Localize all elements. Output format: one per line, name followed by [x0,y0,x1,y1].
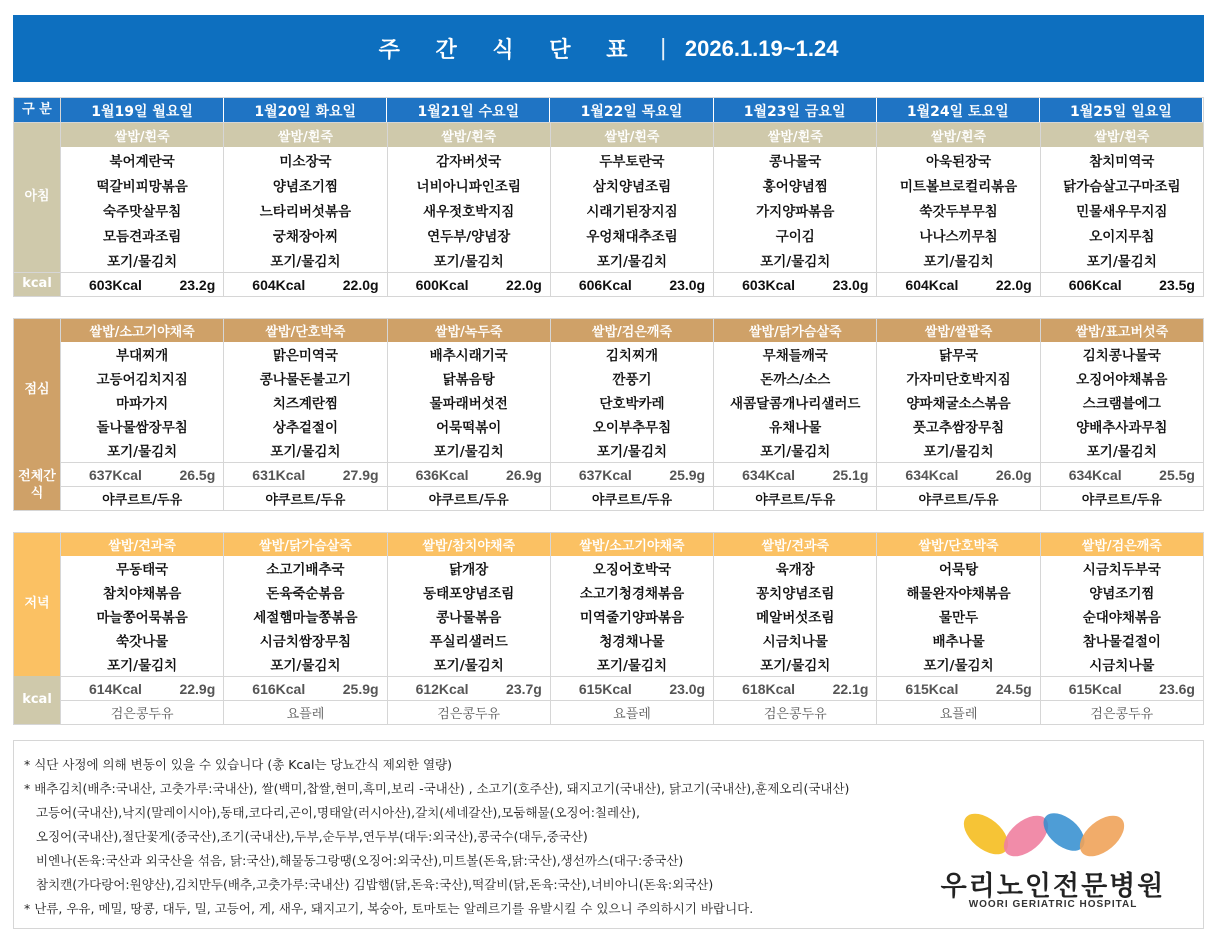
kcal-value: 634Kcal [742,466,796,483]
kcal-cell [224,273,387,296]
dish-cell: 해물완자야채볶음 [877,580,1040,604]
dish-cell: 우엉채대추조림 [551,222,714,247]
dish-cell: 포기/물김치 [877,652,1040,676]
dish-cell: 나나스끼무침 [877,222,1040,247]
dish-cell: 포기/물김치 [224,438,387,462]
menu-cell: 1월25일 일요일 [1040,98,1203,123]
breakfast-section [13,122,1204,297]
protein-value: 23.0g [832,276,869,293]
menu-cell: 쌀밥/흰죽 [1041,123,1203,147]
kcal-cell [551,677,714,700]
lunch-snack-row [61,487,1203,510]
dish-cell: 마파가지 [61,390,224,414]
dinner-section [13,532,1204,725]
protein-value: 25.1g [832,466,869,483]
dish-cell: 포기/물김치 [61,438,224,462]
menu-cell: 쌀밥/견과죽 [714,533,877,556]
protein-value: 23.5g [1159,276,1195,293]
menu-cell: 야쿠르트/두유 [714,487,877,510]
dish-cell: 유채나물 [714,414,877,438]
dish-cell: 닭가슴살고구마조림 [1063,178,1181,195]
menu-cell: 검은콩두유 [1090,707,1154,722]
dish-cell: 콩나물돈불고기 [224,366,387,390]
dish-cell: 양파채굴소스볶음 [877,390,1040,414]
kcal-cell [388,273,551,296]
dish-cell: 소고기청경채볶음 [551,580,714,604]
dish-cell: 포기/물김치 [1086,253,1157,270]
dish-row [61,414,1203,438]
breakfast-rice-row [61,123,1203,147]
dish-cell: 궁채장아찌 [224,222,387,247]
kcal-value: 615Kcal [905,680,959,697]
dinner-label: 저녁 [14,533,61,676]
dish-cell: 연두부/양념장 [388,222,551,247]
note-line: 비엔나(돈육:국산과 외국산을 섞음, 닭:국산),해물동그랑땡(오징어:외국산),미트볼(돈육,닭:국산),생선까스(대구:중국산) [36,853,684,868]
kcal-value: 603Kcal [742,276,796,293]
dish-cell: 맑은미역국 [224,342,387,366]
kcal-cell [388,677,551,700]
dinner-dishes [61,556,1203,676]
kcal-cell [224,677,387,700]
dish-cell: 홍어양념찜 [714,172,877,197]
note-line: 참치캔(가다랑어:원양산),김치만두(배추,고춧가루:국내산) 김밥햄(닭,돈육:국산),떡갈비(닭,돈육:국산),너비아니(돈육:외국산) [36,877,714,892]
dish-cell: 모듬견과조림 [61,222,224,247]
kcal-value: 604Kcal [252,276,306,293]
dish-row [61,628,1203,652]
protein-value: 26.9g [506,466,542,483]
dish-cell: 가지양파볶음 [714,197,877,222]
dish-cell: 물만두 [877,604,1040,628]
dish-row [61,438,1203,462]
kcal-value: 615Kcal [578,680,632,697]
dish-cell: 시래기된장지짐 [551,197,714,222]
dinner-snack-row [61,701,1203,724]
dish-cell: 포기/물김치 [551,247,714,272]
dish-cell: 무채들깨국 [714,342,877,366]
dish-cell: 포기/물김치 [551,652,714,676]
dish-cell: 돈육죽순볶음 [224,580,387,604]
dinner-kcal-label: kcal [14,676,61,724]
dinner-kcal-row [61,677,1203,700]
dish-cell: 돈까스/소스 [714,366,877,390]
note-line: * 배추김치(배추:국내산, 고춧가루:국내산), 쌀(백미,찹쌀,현미,흑미,보리 -국내산) , 소고기(호주산), 돼지고기(국내산), 닭고기(국내산),훈제오리(국내산) [24,781,850,796]
menu-cell: 쌀밥/흰죽 [714,123,877,147]
kcal-cell [877,677,1040,700]
kcal-cell [551,273,714,296]
dish-cell: 감자버섯국 [388,147,551,172]
kcal-cell [714,677,877,700]
dish-cell: 김치찌개 [551,342,714,366]
kcal-cell [388,463,551,486]
dish-cell: 오징어야채볶음 [1076,372,1168,388]
dish-cell: 참치야채볶음 [61,580,224,604]
dish-cell: 단호박카레 [551,390,714,414]
protein-value: 23.0g [669,276,706,293]
dish-cell: 세절햄마늘쫑볶음 [224,604,387,628]
kcal-cell [61,463,224,486]
dish-cell: 포기/물김치 [714,652,877,676]
dish-row [61,342,1203,366]
kcal-value: 618Kcal [742,680,796,697]
dish-cell: 오이부추무침 [551,414,714,438]
kcal-cell [1041,677,1203,700]
menu-cell: 검은콩두유 [388,701,551,724]
dish-cell: 꽁치양념조림 [714,580,877,604]
dish-cell: 동태포양념조림 [388,580,551,604]
dish-row [61,652,1203,676]
dish-cell: 참나물겉절이 [1082,634,1161,650]
kcal-cell [61,677,224,700]
menu-cell: 검은콩두유 [61,701,224,724]
note-line: 고등어(국내산),낙지(말레이시아),동태,코다리,곤이,명태알(러시아산),갈치(세네갈산),모둠해물(오징어:칠레산), [36,805,640,820]
dish-cell: 새우젓호박지짐 [388,197,551,222]
note-line: 오징어(국내산),절단꽃게(중국산),조기(국내산),두부,순두부,연두부(대두:외국산),콩국수(대두,중국산) [36,829,588,844]
protein-value: 23.2g [179,276,216,293]
dish-cell: 닭개장 [388,556,551,580]
menu-cell: 1월19일 월요일 [61,98,224,123]
dish-cell: 포기/물김치 [61,247,224,272]
lunch-label: 점심 [14,319,61,462]
menu-cell: 검은콩두유 [714,701,877,724]
kcal-cell [714,463,877,486]
dish-cell: 깐풍기 [551,366,714,390]
menu-cell: 야쿠르트/두유 [551,487,714,510]
dish-cell: 오징어호박국 [551,556,714,580]
protein-value: 25.9g [669,466,706,483]
kcal-value: 636Kcal [415,466,469,483]
dish-cell: 포기/물김치 [224,652,387,676]
menu-cell: 1월21일 수요일 [387,98,550,123]
menu-cell: 야쿠르트/두유 [61,487,224,510]
dish-cell: 새콤달콤개나리샐러드 [714,390,877,414]
menu-cell: 쌀밥/흰죽 [877,123,1040,147]
dish-cell: 포기/물김치 [388,438,551,462]
dish-cell: 참치미역국 [1089,153,1155,170]
dish-cell: 미소장국 [224,147,387,172]
kcal-value: 637Kcal [89,466,142,483]
menu-cell: 1월23일 금요일 [714,98,877,123]
menu-cell: 쌀밥/쌀팥죽 [877,319,1040,342]
dish-cell: 가자미단호박지짐 [877,366,1040,390]
dish-cell: 포기/물김치 [224,247,387,272]
kcal-value: 603Kcal [89,276,142,293]
dish-cell: 양념조기찜 [224,172,387,197]
menu-cell: 야쿠르트/두유 [877,487,1040,510]
kcal-cell [61,273,224,296]
dish-cell: 포기/물김치 [714,438,877,462]
dish-cell: 아욱된장국 [877,147,1040,172]
breakfast-dishes [61,147,1203,272]
dish-row [61,172,1203,197]
menu-cell: 1월24일 토요일 [877,98,1040,123]
lunch-rice-row [61,319,1203,342]
menu-cell: 1월20일 화요일 [224,98,387,123]
dish-cell: 콩나물국 [714,147,877,172]
protein-value: 23.7g [506,680,542,697]
menu-cell: 쌀밥/닭가슴살죽 [714,319,877,342]
dish-cell: 포기/물김치 [551,438,714,462]
hospital-logo [916,806,1190,912]
menu-cell: 쌀밥/단호박죽 [877,533,1040,556]
dish-cell: 포기/물김치 [61,652,224,676]
kcal-cell [877,463,1040,486]
dish-cell: 시금치쌈장무침 [224,628,387,652]
dish-cell: 시금치나물 [1089,658,1155,674]
protein-value: 22.0g [506,276,542,293]
kcal-value: 631Kcal [252,466,306,483]
kcal-cell [224,463,387,486]
dish-row [61,147,1203,172]
menu-cell: 쌀밥/소고기야채죽 [61,319,224,342]
hospital-english-name: WOORI GERIATRIC HOSPITAL [968,899,1138,910]
menu-cell: 야쿠르트/두유 [224,487,387,510]
dish-cell: 풋고추쌈장무침 [877,414,1040,438]
dish-cell: 떡갈비피망볶음 [61,172,224,197]
menu-cell: 쌀밥/표고버섯죽 [1041,319,1203,342]
dish-cell: 포기/물김치 [714,247,877,272]
kcal-value: 637Kcal [578,466,632,483]
dish-cell: 어묵떡볶이 [388,414,551,438]
dinner-rice-row [61,533,1203,556]
hospital-logo-icon [916,806,1190,866]
menu-cell: 쌀밥/단호박죽 [224,319,387,342]
dish-cell: 청경채나물 [551,628,714,652]
dish-cell: 고등어김치지짐 [61,366,224,390]
dish-row [61,580,1203,604]
dish-cell: 민물새우무지짐 [1076,203,1168,220]
menu-cell: 쌀밥/녹두죽 [388,319,551,342]
dish-cell: 푸실리샐러드 [388,628,551,652]
dish-cell: 너비아니파인조림 [388,172,551,197]
title-separator: | [659,36,667,61]
lunch-dishes [61,342,1203,462]
kcal-value: 634Kcal [905,466,959,483]
dish-cell: 닭무국 [877,342,1040,366]
dish-row [61,247,1203,272]
menu-cell: 쌀밥/닭가슴살죽 [224,533,387,556]
menu-cell: 쌀밥/검은깨죽 [551,319,714,342]
day-header [13,97,1204,124]
kcal-cell [1041,273,1203,296]
kcal-cell [714,273,877,296]
dish-cell: 김치콩나물국 [1082,348,1161,364]
dish-cell: 포기/물김치 [877,247,1040,272]
breakfast-kcal-label: kcal [14,273,61,296]
dish-cell: 무동태국 [61,556,224,580]
dish-row [61,366,1203,390]
menu-cell: 요플레 [551,701,714,724]
menu-cell: 야쿠르트/두유 [1081,493,1162,508]
breakfast-label: 아침 [14,123,61,272]
menu-cell: 쌀밥/흰죽 [224,123,387,147]
kcal-value: 606Kcal [1068,276,1122,293]
kcal-value: 634Kcal [1068,466,1122,483]
kcal-value: 604Kcal [905,276,959,293]
menu-cell: 요플레 [224,701,387,724]
dish-cell: 미트볼브로컬리볶음 [877,172,1040,197]
dish-cell: 닭볶음탕 [388,366,551,390]
dish-cell: 돌나물쌈장무침 [61,414,224,438]
protein-value: 25.5g [1159,466,1195,483]
dish-cell: 메알버섯조림 [714,604,877,628]
menu-cell: 쌀밥/견과죽 [61,533,224,556]
dish-cell: 두부토란국 [551,147,714,172]
kcal-value: 616Kcal [252,680,306,697]
menu-cell: 쌀밥/흰죽 [388,123,551,147]
hospital-name: 우리노인전문병원 [940,871,1166,902]
dish-cell: 소고기배추국 [224,556,387,580]
protein-value: 23.0g [669,680,706,697]
menu-cell: 야쿠르트/두유 [388,487,551,510]
dish-cell: 양배추사과무침 [1076,420,1168,436]
dish-cell: 삼치양념조림 [551,172,714,197]
kcal-value: 614Kcal [89,680,142,697]
menu-cell: 쌀밥/흰죽 [61,123,224,147]
lunch-section [13,318,1204,511]
dish-cell: 쑥갓두부무침 [877,197,1040,222]
protein-value: 22.1g [832,680,869,697]
header-label: 구 분 [14,98,61,123]
menu-cell: 쌀밥/흰죽 [551,123,714,147]
dish-cell: 양념조기찜 [1089,586,1155,602]
dish-cell: 상추겉절이 [224,414,387,438]
kcal-cell [551,463,714,486]
dish-cell: 배추나물 [877,628,1040,652]
dish-cell: 육개장 [714,556,877,580]
dish-cell: 순대야채볶음 [1082,610,1161,626]
dish-cell: 스크램블에그 [1082,396,1161,412]
protein-value: 22.0g [342,276,379,293]
dish-row [61,390,1203,414]
dish-cell: 시금치나물 [714,628,877,652]
protein-value: 24.5g [995,680,1032,697]
dish-cell: 오이지무침 [1089,228,1155,245]
dish-cell: 포기/물김치 [388,247,551,272]
kcal-value: 615Kcal [1068,680,1122,697]
dish-cell: 콩나물볶음 [388,604,551,628]
dish-cell: 물파래버섯전 [388,390,551,414]
dish-cell: 숙주맛살무침 [61,197,224,222]
page-period: 2026.1.19~1.24 [684,35,839,61]
lunch-kcal-row [61,463,1203,486]
protein-value: 25.9g [342,680,379,697]
dish-cell: 느타리버섯볶음 [224,197,387,222]
dish-cell: 북어계란국 [61,147,224,172]
kcal-value: 606Kcal [578,276,632,293]
protein-value: 27.9g [342,466,379,483]
menu-cell: 요플레 [877,701,1040,724]
kcal-cell [877,273,1040,296]
dish-row [61,222,1203,247]
dish-row [61,556,1203,580]
dish-cell: 포기/물김치 [1086,444,1157,460]
title-banner [13,15,1204,82]
protein-value: 23.6g [1159,680,1195,697]
note-line: * 식단 사정에 의해 변동이 있을 수 있습니다 (총 Kcal는 당뇨간식 제외한 열량) [24,757,452,772]
dish-cell: 부대찌개 [61,342,224,366]
dish-cell: 구이김 [714,222,877,247]
kcal-cell [1041,463,1203,486]
dish-cell: 쑥갓나물 [61,628,224,652]
dish-cell: 어묵탕 [877,556,1040,580]
dish-cell: 배추시래기국 [388,342,551,366]
menu-cell: 쌀밥/소고기야채죽 [551,533,714,556]
day-header-cells [61,98,1203,123]
dish-cell: 시금치두부국 [1082,562,1161,578]
menu-cell: 쌀밥/참치야채죽 [388,533,551,556]
dish-cell: 마늘쫑어묵볶음 [61,604,224,628]
kcal-value: 612Kcal [415,680,469,697]
page-title: 주 간 식 단 표 [378,38,642,63]
protein-value: 26.5g [179,466,216,483]
kcal-value: 600Kcal [415,276,469,293]
dish-row [61,604,1203,628]
dish-row [61,197,1203,222]
breakfast-kcal-row [61,273,1203,296]
dish-cell: 포기/물김치 [388,652,551,676]
protein-value: 22.9g [179,680,216,697]
protein-value: 26.0g [995,466,1032,483]
snack-label: 전체간식 [14,462,61,510]
menu-cell: 쌀밥/검은깨죽 [1041,533,1203,556]
protein-value: 22.0g [995,276,1032,293]
note-line: * 난류, 우유, 메밀, 땅콩, 대두, 밀, 고등어, 게, 새우, 돼지고기, 복숭아, 토마토는 알레르기를 유발시킬 수 있으니 주의하시기 바랍니다. [24,901,754,916]
menu-cell: 1월22일 목요일 [550,98,713,123]
dish-cell: 치즈계란찜 [224,390,387,414]
dish-cell: 미역줄기양파볶음 [551,604,714,628]
dish-cell: 포기/물김치 [877,438,1040,462]
